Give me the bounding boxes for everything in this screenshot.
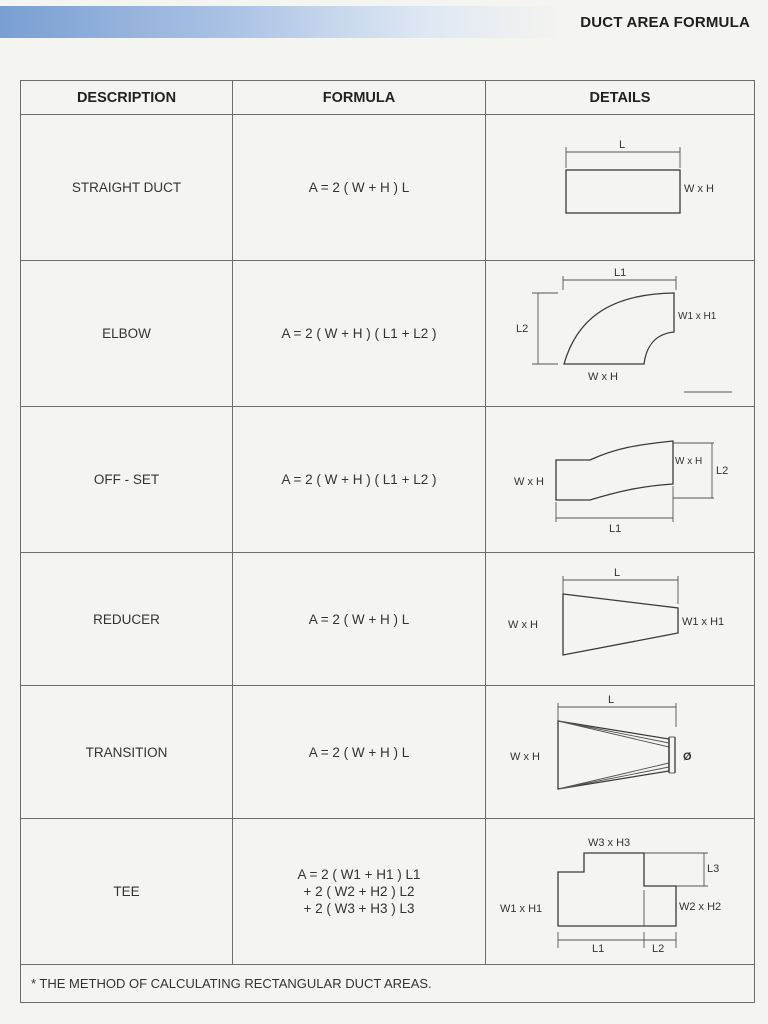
dimension-label-l1: L1 xyxy=(592,942,605,955)
column-header-description: DESCRIPTION xyxy=(21,81,233,115)
dimension-label-w1h1: W1 x H1 xyxy=(500,902,543,915)
dimension-label-l2: L2 xyxy=(716,464,729,477)
formula-line: A = 2 ( W + H ) L xyxy=(308,611,410,627)
details-cell xyxy=(486,819,755,965)
straight-duct-diagram xyxy=(486,116,754,260)
table-row-transition xyxy=(21,686,755,819)
formula-line: A = 2 ( W + H ) ( L1 + L2 ) xyxy=(281,326,437,341)
dimension-label-l2: L2 xyxy=(652,942,665,955)
table-row-footnote xyxy=(21,965,755,1003)
formula-cell xyxy=(233,115,486,261)
details-cell xyxy=(486,115,755,261)
details-cell xyxy=(486,553,755,686)
dimension-label-l: L xyxy=(619,138,626,151)
formula-line: A = 2 ( W + H ) L xyxy=(308,744,410,760)
page-title: DUCT AREA FORMULA xyxy=(580,14,750,31)
dimension-label-l1: L1 xyxy=(614,266,627,279)
dimension-label-l: L xyxy=(608,693,615,706)
description-cell: TRANSITION xyxy=(21,686,233,819)
table-row-tee xyxy=(21,819,755,965)
table-header-row xyxy=(21,81,755,115)
dimension-label-wh-left: W x H xyxy=(514,475,544,488)
reducer-diagram xyxy=(486,554,754,685)
column-header-formula: FORMULA xyxy=(233,81,486,115)
table-row-reducer xyxy=(21,553,755,686)
formula-cell xyxy=(233,261,486,407)
duct-area-formula-table xyxy=(20,80,755,1003)
header-band xyxy=(0,6,560,38)
dimension-label-wh-right: W x H xyxy=(675,455,703,467)
formula-line: A = 2 ( W + H ) L xyxy=(308,180,410,195)
dimension-label-w2h2: W2 x H2 xyxy=(679,900,722,913)
footnote: * THE METHOD OF CALCULATING RECTANGULAR DUCT AREAS. xyxy=(21,965,755,1003)
formula-cell xyxy=(233,407,486,553)
dimension-label-wh: W x H xyxy=(588,370,618,383)
formula-line: + 2 ( W2 + H2 ) L2 xyxy=(303,884,415,899)
diameter-symbol: Ø xyxy=(683,750,692,763)
off-set-diagram xyxy=(486,408,754,552)
details-cell xyxy=(486,407,755,553)
table-row-off-set xyxy=(21,407,755,553)
dimension-label-l3: L3 xyxy=(707,862,720,875)
tee-diagram xyxy=(486,820,754,964)
formula-line: A = 2 ( W + H ) ( L1 + L2 ) xyxy=(281,472,437,487)
description-cell: REDUCER xyxy=(21,553,233,686)
dimension-label-l1: L1 xyxy=(609,522,622,535)
formula-line: A = 2 ( W1 + H1 ) L1 xyxy=(297,867,421,882)
dimension-label-w3h3: W3 x H3 xyxy=(588,836,631,849)
formula-line: + 2 ( W3 + H3 ) L3 xyxy=(303,901,415,916)
formula-cell xyxy=(233,553,486,686)
dimension-label-w1h1: W1 x H1 xyxy=(682,615,725,628)
table-row-straight-duct xyxy=(21,115,755,261)
description-cell: OFF - SET xyxy=(21,407,233,553)
details-cell xyxy=(486,261,755,407)
dimension-label-l: L xyxy=(614,566,621,579)
dimension-label-wh: W x H xyxy=(684,182,714,195)
description-cell: TEE xyxy=(21,819,233,965)
description-cell: ELBOW xyxy=(21,261,233,407)
dimension-label-w1h1: W1 x H1 xyxy=(678,310,717,322)
formula-cell xyxy=(233,686,486,819)
details-cell xyxy=(486,686,755,819)
elbow-diagram xyxy=(486,262,754,406)
dimension-label-wh: W x H xyxy=(508,618,538,631)
description-cell: STRAIGHT DUCT xyxy=(21,115,233,261)
table-row-elbow xyxy=(21,261,755,407)
formula-cell xyxy=(233,819,486,965)
dimension-label-l2: L2 xyxy=(516,322,529,335)
dimension-label-wh: W x H xyxy=(510,750,540,763)
column-header-details: DETAILS xyxy=(486,81,755,115)
transition-diagram xyxy=(486,687,754,818)
